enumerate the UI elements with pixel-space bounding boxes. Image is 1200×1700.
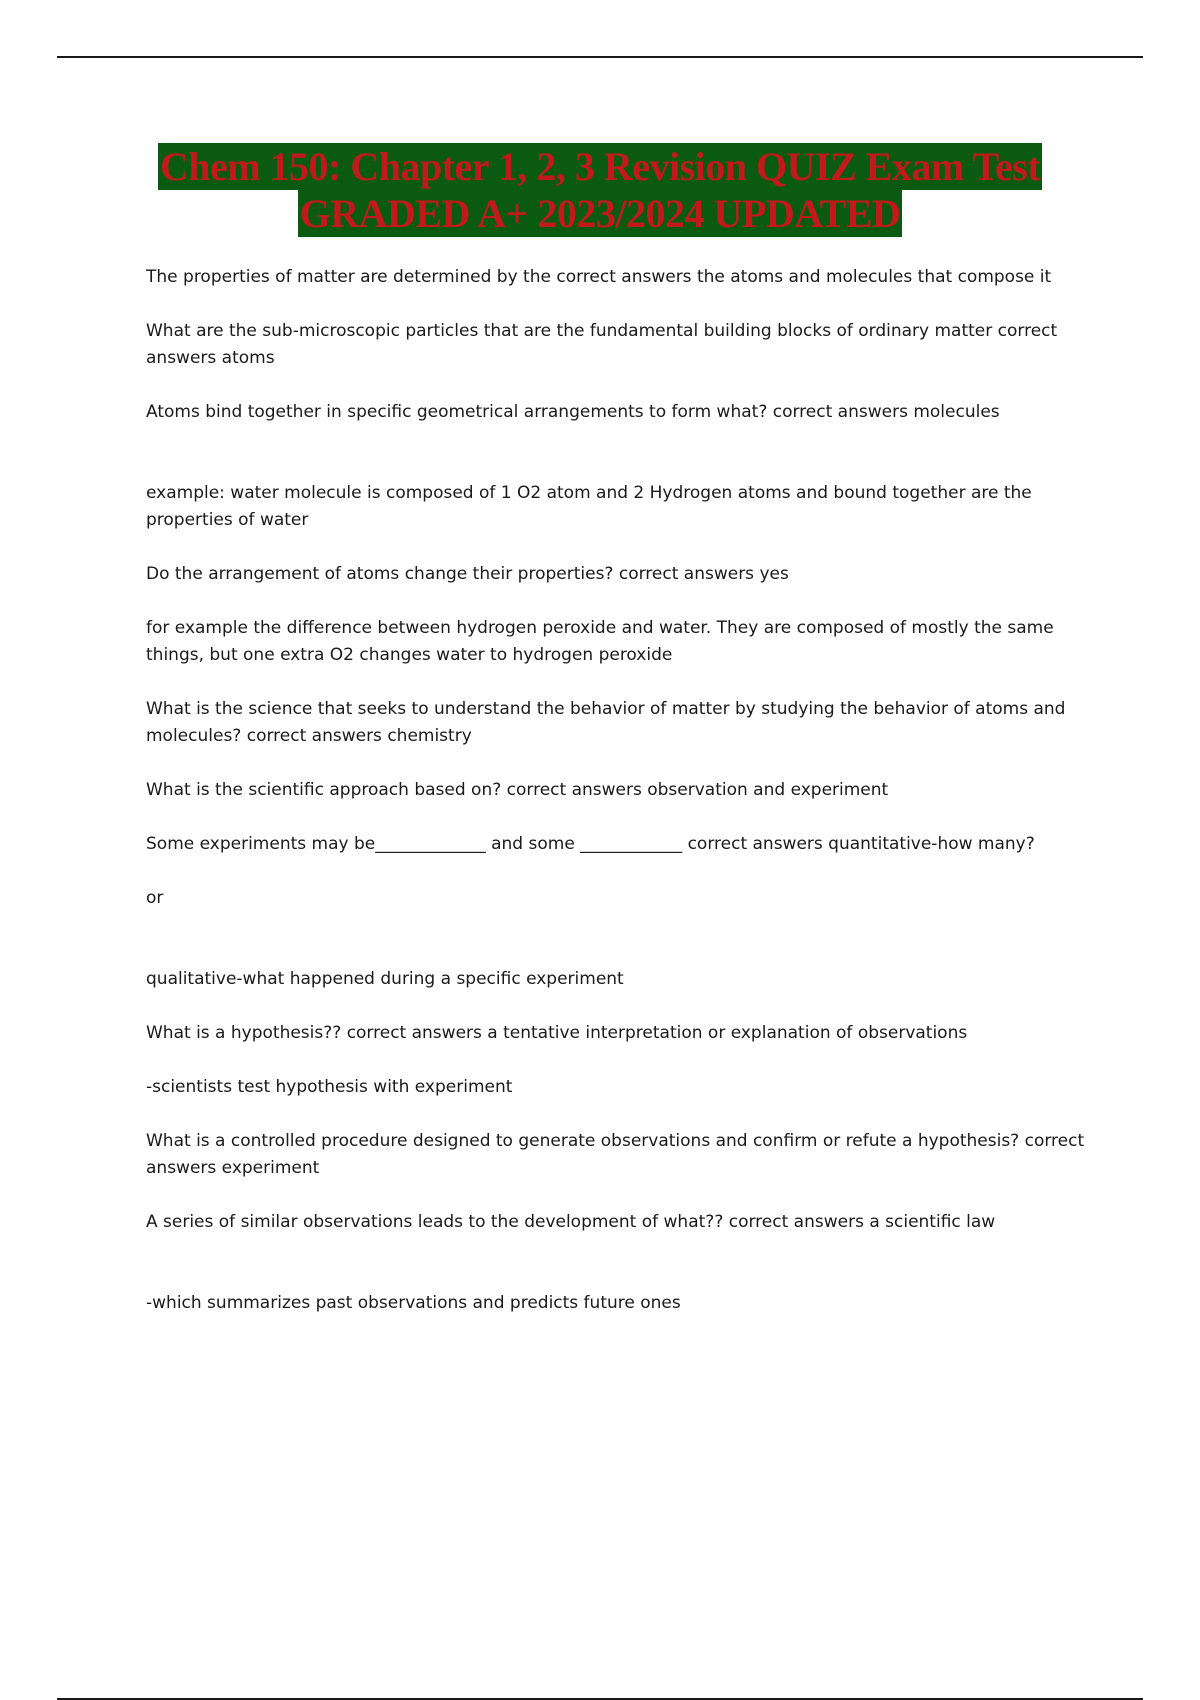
paragraph: What is the science that seeks to understand the behavior of matter by studying the behavior of atoms and molecules? correct answers chemistry [146,699,1071,746]
paragraph: example: water molecule is composed of 1 O2 atom and 2 Hydrogen atoms and bound together are the properties of water [146,483,1038,530]
title-line-2: GRADED A+ 2023/2024 UPDATED [299,191,901,236]
top-rule [57,56,1143,58]
document-body [146,264,1092,1317]
paragraph: What is a hypothesis?? correct answers a tentative interpretation or explanation of observations [146,1023,968,1043]
paragraph: Do the arrangement of atoms change their properties? correct answers yes [146,564,789,584]
paragraph: Some experiments may be_____________ and some ____________ correct answers quantitative-how many? [146,834,1035,854]
paragraph: qualitative-what happened during a specific experiment [146,969,624,989]
paragraph: What is a controlled procedure designed to generate observations and confirm or refute a hypothesis? correct answers experiment [146,1131,1090,1178]
paragraph: A series of similar observations leads to the development of what?? correct answers a scientific law [146,1212,996,1232]
paragraph: What are the sub-microscopic particles that are the fundamental building blocks of ordinary matter correct answers atoms [146,321,1063,368]
paragraph: or [146,888,164,908]
paragraph: -which summarizes past observations and predicts future ones [146,1293,681,1313]
paragraph: for example the difference between hydrogen peroxide and water. They are composed of mostly the same things, but one extra O2 changes water to hydrogen peroxide [146,618,1060,665]
paragraph: What is the scientific approach based on? correct answers observation and experiment [146,780,889,800]
document-title [0,143,1200,237]
paragraph: The properties of matter are determined by the correct answers the atoms and molecules that compose it [146,267,1052,287]
title-line-1: Chem 150: Chapter 1, 2, 3 Revision QUIZ Exam Test [159,144,1041,189]
paragraph: -scientists test hypothesis with experiment [146,1077,513,1097]
paragraph: Atoms bind together in specific geometrical arrangements to form what? correct answers molecules [146,402,1000,422]
